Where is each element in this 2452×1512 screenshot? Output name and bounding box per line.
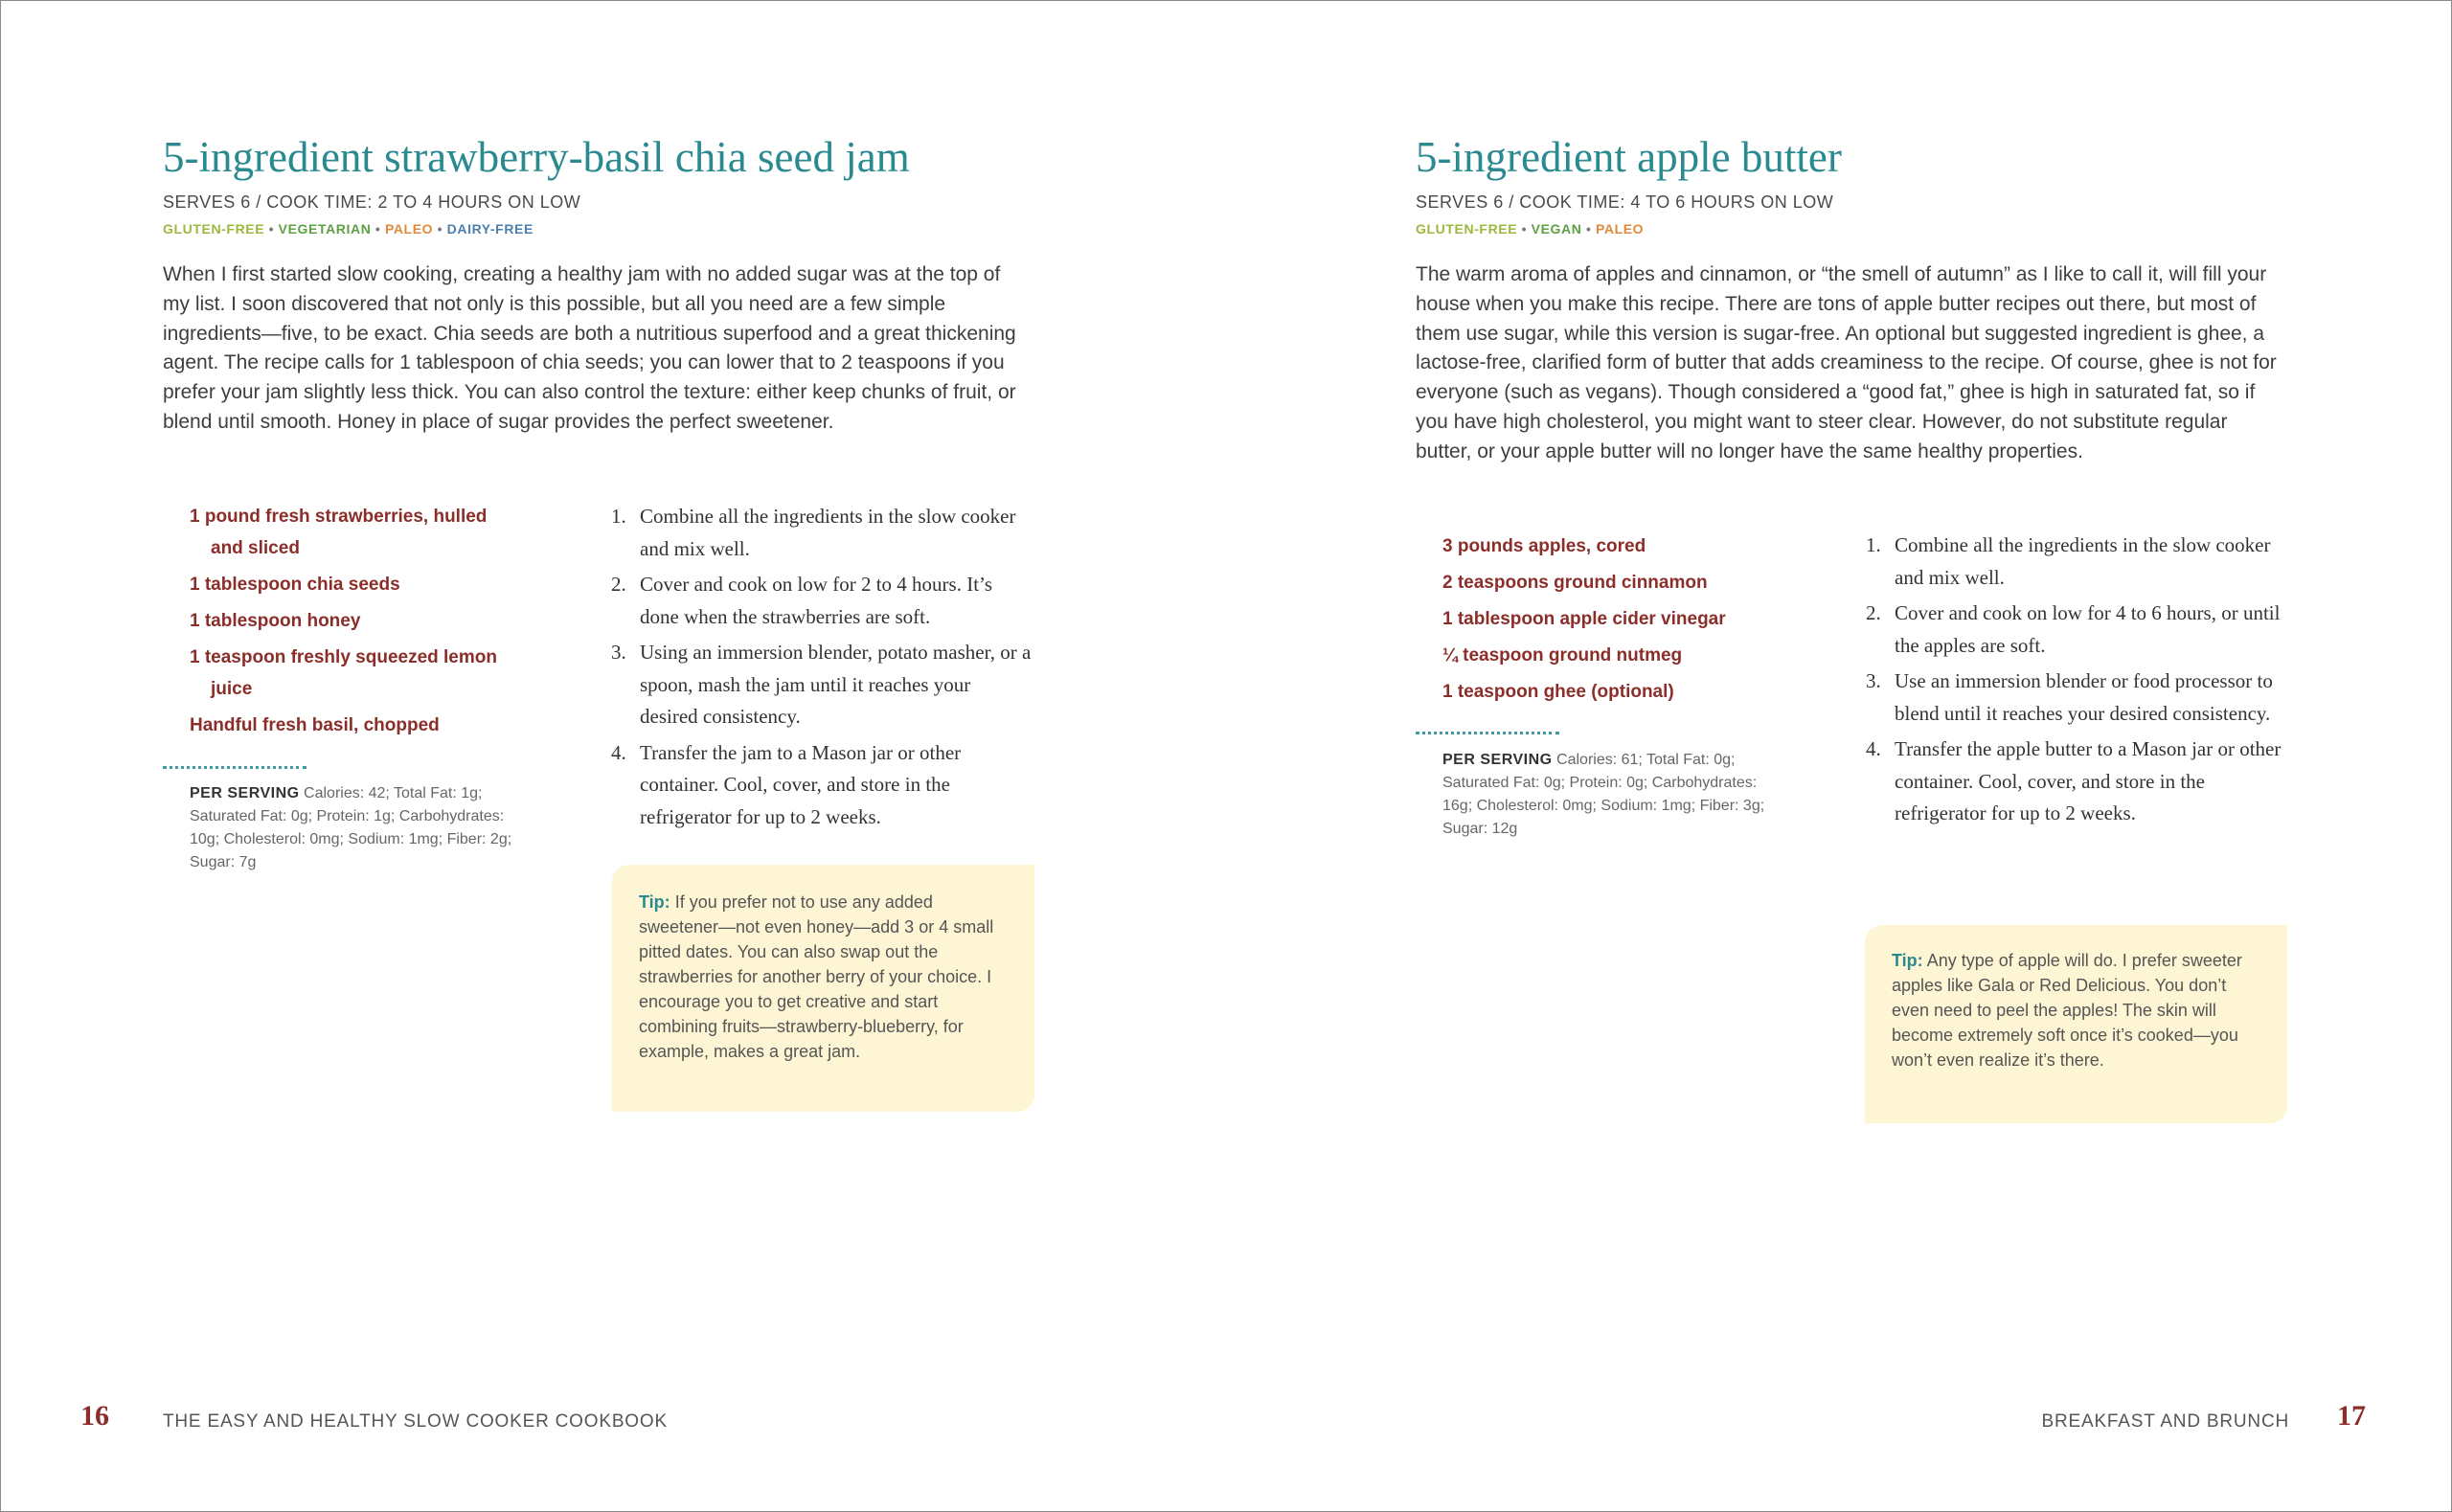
step-number: 1. — [1866, 533, 1881, 556]
nutrition-label: PER SERVING — [190, 785, 300, 801]
ingredient-item: 1 pound fresh strawberries, hulled and sliced — [190, 507, 488, 558]
step-list — [611, 501, 1033, 837]
running-head-right: BREAKFAST AND BRUNCH — [2041, 1411, 2289, 1432]
step-number: 4. — [1866, 737, 1881, 760]
step-item — [1866, 598, 2287, 662]
step-list — [1866, 530, 2287, 834]
recipe-title: 5-ingredient strawberry-basil chia seed jam — [163, 133, 910, 181]
tag-vegan: VEGAN — [1531, 221, 1582, 237]
dotted-divider — [163, 766, 306, 769]
ingredient-item: 1 tablespoon chia seeds — [190, 575, 400, 595]
tag-separator: • — [268, 221, 275, 237]
tag-separator: • — [437, 221, 443, 237]
step-text: Using an immersion blender, potato masher, or a spoon, mash the jam until it reaches your desired consistency. — [640, 641, 1032, 728]
ingredient-item: 1 teaspoon ghee (optional) — [1442, 682, 1674, 702]
ingredient-item: ¼ teaspoon ground nutmeg — [1442, 645, 1683, 666]
ingredient-list — [1442, 530, 1826, 712]
page-number-right: 17 — [2337, 1400, 2366, 1432]
nutrition-values: Calories: 42; Total Fat: 1g; Saturated Fat: 0g; Protein: 1g; Carbohydrates: 10g; Cholesterol: 0mg; Sodium: 1mg; Fiber: 2g; Sugar: 7g — [190, 785, 512, 870]
nutrition-values: Calories: 61; Total Fat: 0g; Saturated Fat: 0g; Protein: 0g; Carbohydrates: 16g; Cholesterol: 0mg; Sodium: 1mg; Fiber: 3g; Sugar: 12g — [1442, 752, 1765, 837]
page-number-left: 16 — [80, 1400, 109, 1432]
step-item — [611, 569, 1033, 633]
tag-paleo: PALEO — [1595, 221, 1645, 237]
ingredient-item: Handful fresh basil, chopped — [190, 715, 440, 735]
running-head-left: THE EASY AND HEALTHY SLOW COOKER COOKBOOK — [163, 1411, 668, 1432]
tag-dairy-free: DAIRY-FREE — [446, 221, 534, 237]
tip-label: Tip: — [639, 892, 670, 912]
tag-separator: • — [1585, 221, 1592, 237]
tag-separator: • — [375, 221, 381, 237]
recipe-meta: SERVES 6 / COOK TIME: 2 TO 4 HOURS ON LOW — [163, 192, 581, 212]
tip-box — [1865, 925, 2287, 1123]
tag-paleo: PALEO — [384, 221, 434, 237]
right-page — [1416, 0, 2287, 1512]
step-item — [1866, 666, 2287, 730]
recipe-intro: The warm aroma of apples and cinnamon, or “the smell of autumn” as I like to call it, will fill your house when you make this recipe. There are tons of apple butter recipes out there, but most of them use sugar, while this version is sugar-free. An optional but suggested ingredient is ghee, a lactose-free, clarified form of butter that adds creaminess to the recipe. Of course, ghee is not for everyone (such as vegans). Though considered a “good fat,” ghee is high in saturated fat, so if you have high cholesterol, you might want to steer clear. However, do not substitute regular butter, or your apple butter will no longer have the same healthy properties. — [1416, 263, 2277, 463]
step-number: 1. — [611, 505, 626, 528]
recipe-meta: SERVES 6 / COOK TIME: 4 TO 6 HOURS ON LOW — [1416, 192, 1834, 212]
tag-vegetarian: VEGETARIAN — [278, 221, 372, 237]
recipe-title: 5-ingredient apple butter — [1416, 133, 1842, 181]
step-number: 3. — [1866, 669, 1881, 692]
nutrition-label: PER SERVING — [1442, 752, 1553, 768]
tip-text: Any type of apple will do. I prefer sweeter apples like Gala or Red Delicious. You don’t even need to peel the apples! The skin will become extremely soft once it’s cooked—you won’t even realize it’s there. — [1892, 951, 2242, 1070]
step-item — [611, 637, 1033, 733]
step-number: 2. — [1866, 601, 1881, 624]
step-text: Transfer the apple butter to a Mason jar or other container. Cool, cover, and store in the refrigerator for up to 2 weeks. — [1895, 737, 2282, 824]
step-number: 2. — [611, 573, 626, 596]
tip-text: If you prefer not to use any added sweetener—not even honey—add 3 or 4 small pitted dates. You can also swap out the strawberries for another berry of your choice. I encourage you to get creative and start combining fruits—strawberry-blueberry, for example, makes a great jam. — [639, 892, 994, 1061]
ingredient-item: 1 tablespoon apple cider vinegar — [1442, 609, 1726, 629]
step-text: Combine all the ingredients in the slow cooker and mix well. — [1895, 533, 2271, 589]
diet-tags — [163, 221, 534, 237]
step-text: Transfer the jam to a Mason jar or other container. Cool, cover, and store in the refrigerator for up to 2 weeks. — [640, 740, 962, 828]
ingredient-item: 3 pounds apples, cored — [1442, 536, 1646, 556]
step-text: Use an immersion blender or food processor to blend until it reaches your desired consistency. — [1895, 669, 2273, 725]
tip-box — [612, 865, 1034, 1112]
ingredient-item: 2 teaspoons ground cinnamon — [1442, 573, 1708, 593]
diet-tags — [1416, 221, 1644, 237]
step-item — [1866, 733, 2287, 830]
nutrition-info — [190, 782, 534, 874]
nutrition-info — [1442, 749, 1787, 841]
tag-gluten-free: GLUTEN-FREE — [1416, 221, 1518, 237]
dotted-divider — [1416, 732, 1559, 734]
step-text: Combine all the ingredients in the slow cooker and mix well. — [640, 505, 1016, 560]
ingredient-item: 1 tablespoon honey — [190, 611, 361, 631]
step-number: 4. — [611, 740, 626, 764]
step-item — [611, 501, 1033, 565]
step-text: Cover and cook on low for 2 to 4 hours. It’s done when the strawberries are soft. — [640, 573, 993, 628]
tag-gluten-free: GLUTEN-FREE — [163, 221, 265, 237]
tag-separator: • — [1521, 221, 1528, 237]
step-text: Cover and cook on low for 4 to 6 hours, or until the apples are soft. — [1895, 601, 2281, 657]
ingredient-list — [190, 501, 573, 746]
step-item — [1866, 530, 2287, 594]
tip-label: Tip: — [1892, 951, 1923, 970]
step-number: 3. — [611, 641, 626, 664]
step-item — [611, 737, 1033, 834]
ingredient-item: 1 teaspoon freshly squeezed lemon juice — [190, 647, 497, 699]
recipe-intro: When I first started slow cooking, creating a healthy jam with no added sugar was at the top of my list. I soon discovered that not only is this possible, but all you need are a few simple ingredients—five, to be exact. Chia seeds are both a nutritious superfood and a great thickening agent. The recipe calls for 1 tablespoon of chia seeds; you can lower that to 2 teaspoons if you prefer your jam slightly less thick. You can also control the texture: either keep chunks of fruit, or blend until smooth. Honey in place of sugar provides the perfect sweetener. — [163, 263, 1016, 433]
left-page — [163, 0, 1034, 1512]
